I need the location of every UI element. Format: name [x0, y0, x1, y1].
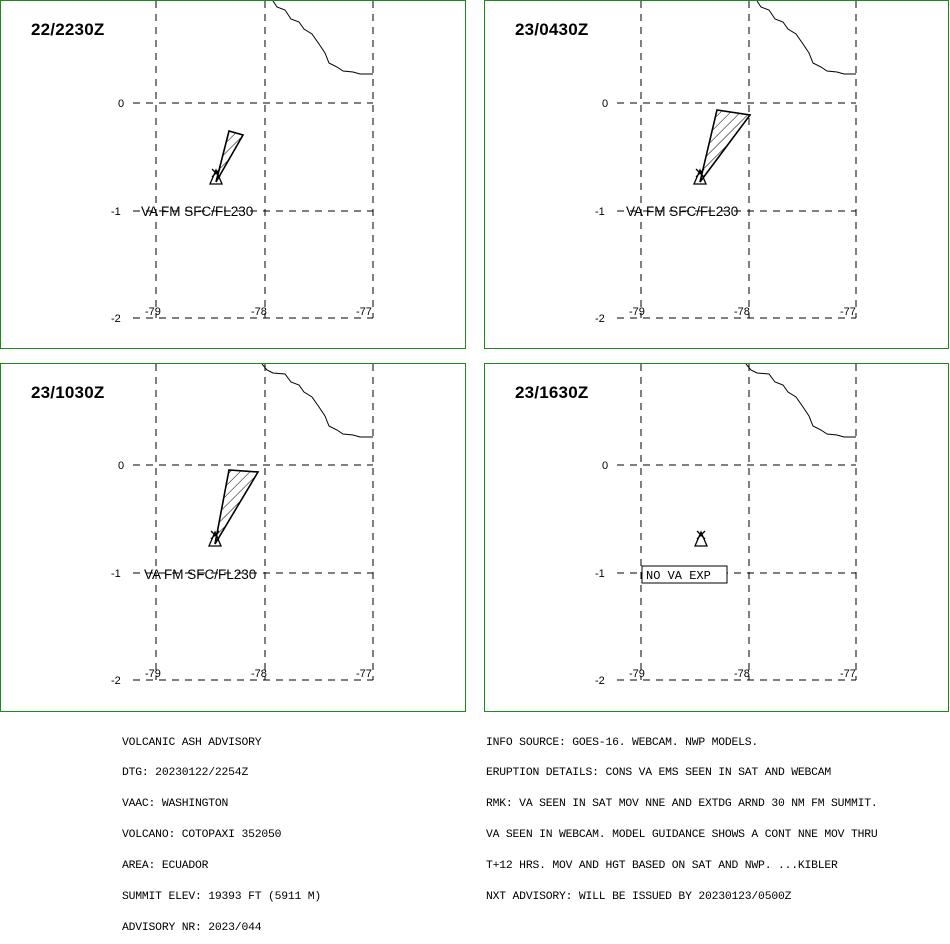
forecast-panel-3: [0, 363, 466, 712]
lat-label-2: -2: [111, 313, 121, 325]
coastline: [746, 364, 856, 437]
lat-label-0: 0: [118, 98, 125, 110]
lon-label-77: -77: [840, 306, 856, 318]
map-1: [1, 1, 466, 349]
lat-label-1: -1: [595, 206, 605, 218]
panel-time-label: 23/1630Z: [515, 383, 589, 402]
panel-time-label: 22/2230Z: [31, 20, 105, 39]
advisory-info-right: [486, 717, 878, 913]
map-4: [485, 364, 949, 712]
lat-label-2: -2: [595, 675, 605, 687]
lon-label-78: -78: [251, 668, 267, 680]
advisory-dtg: DTG: 20230122/2254Z: [122, 767, 249, 780]
advisory-remark-3: T+12 HRS. MOV AND HGT BASED ON SAT AND NWP. ...KIBLER: [486, 860, 838, 873]
lon-label-78: -78: [734, 668, 750, 680]
lat-label-1: -1: [595, 568, 605, 580]
lon-label-79: -79: [145, 306, 161, 318]
lat-label-1: -1: [111, 206, 121, 218]
advisory-remark-1: RMK: VA SEEN IN SAT MOV NNE AND EXTDG ARND 30 NM FM SUMMIT.: [486, 798, 878, 811]
advisory-volcano: VOLCANO: COTOPAXI 352050: [122, 829, 282, 842]
lat-label-0: 0: [118, 460, 125, 472]
advisory-info-source: INFO SOURCE: GOES-16. WEBCAM. NWP MODELS.: [486, 736, 759, 749]
volcano-icon: [695, 531, 707, 546]
panel-time-label: 23/1030Z: [31, 383, 105, 402]
lat-label-0: 0: [602, 460, 609, 472]
lon-label-77: -77: [840, 668, 856, 680]
lon-label-78: -78: [251, 306, 267, 318]
lon-label-77: -77: [356, 306, 372, 318]
advisory-area: AREA: ECUADOR: [122, 860, 209, 873]
forecast-panel-1: [0, 0, 466, 349]
map-2: [485, 1, 949, 349]
advisory-title: VOLCANIC ASH ADVISORY: [122, 736, 262, 749]
lon-label-79: -79: [145, 668, 161, 680]
flight-level-label: VA FM SFC/FL230: [626, 204, 739, 219]
forecast-panel-4: [484, 363, 949, 712]
advisory-summit-elev: SUMMIT ELEV: 19393 FT (5911 M): [122, 891, 322, 904]
advisory-vaac: VAAC: WASHINGTON: [122, 798, 229, 811]
lat-label-2: -2: [595, 313, 605, 325]
ash-cloud-polygon: [216, 131, 243, 182]
advisory-eruption-details: ERUPTION DETAILS: CONS VA EMS SEEN IN SAT AND WEBCAM: [486, 767, 832, 780]
no-va-exp-label: NO VA EXP: [646, 569, 711, 583]
advisory-info-left: [122, 717, 321, 944]
coastline: [262, 364, 373, 437]
lon-label-79: -79: [629, 668, 645, 680]
lat-label-1: -1: [111, 568, 121, 580]
advisory-next: NXT ADVISORY: WILL BE ISSUED BY 20230123/0500Z: [486, 891, 792, 904]
advisory-remark-2: VA SEEN IN WEBCAM. MODEL GUIDANCE SHOWS A CONT NNE MOV THRU: [486, 829, 878, 842]
lon-label-79: -79: [629, 306, 645, 318]
map-3: [1, 364, 466, 712]
flight-level-label: VA FM SFC/FL230: [144, 567, 257, 582]
coastline: [757, 1, 856, 74]
forecast-panel-2: [484, 0, 949, 349]
lat-label-2: -2: [111, 675, 121, 687]
advisory-number: ADVISORY NR: 2023/044: [122, 921, 262, 934]
panel-time-label: 23/0430Z: [515, 20, 589, 39]
flight-level-label: VA FM SFC/FL230: [141, 204, 254, 219]
ash-cloud-polygon: [215, 470, 258, 544]
coastline: [273, 1, 373, 74]
lon-label-77: -77: [356, 668, 372, 680]
ash-cloud-polygon: [700, 110, 750, 182]
lat-label-0: 0: [602, 98, 609, 110]
lon-label-78: -78: [734, 306, 750, 318]
